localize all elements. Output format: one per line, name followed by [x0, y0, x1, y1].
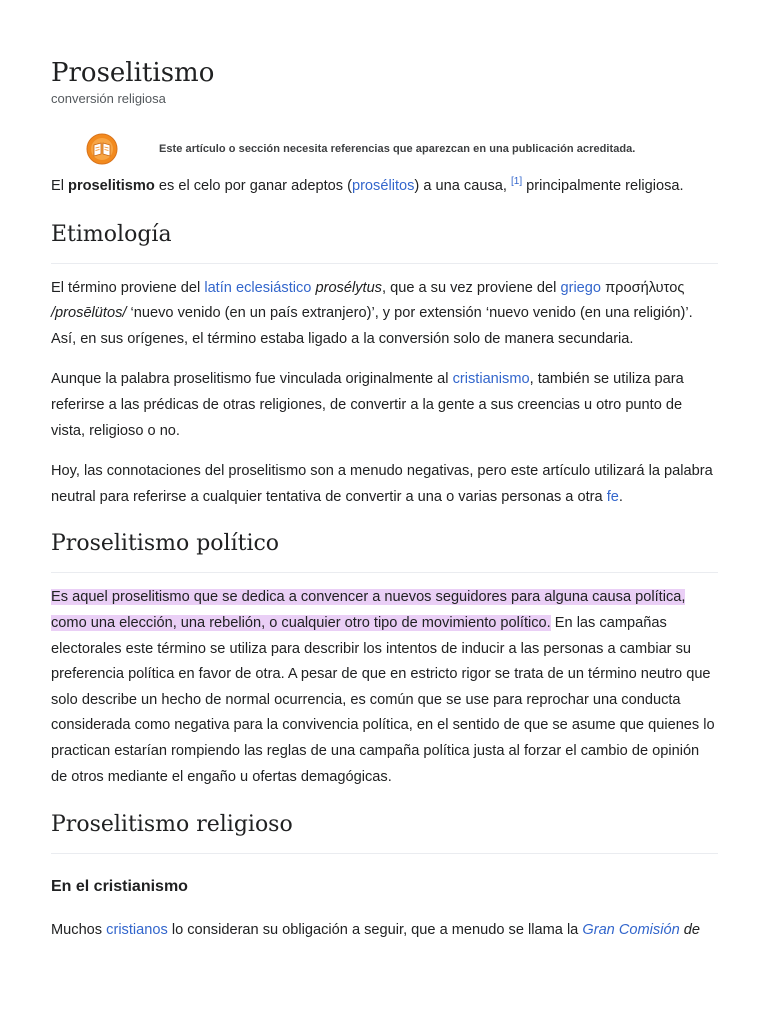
etimologia-paragraph-3 — [51, 459, 718, 510]
section-heading-politico: Proselitismo político — [51, 530, 718, 573]
link-proselitos[interactable]: prosélitos — [351, 178, 415, 194]
references-notice — [51, 129, 718, 169]
book-warning-icon — [86, 133, 118, 165]
etim-text-1: El término proviene del — [51, 279, 205, 296]
etim3-text-2: . — [618, 488, 623, 505]
link-latin-eclesiastico[interactable]: latín eclesiástico — [204, 279, 312, 296]
link-gran-comision[interactable]: Gran Comisión — [582, 922, 680, 939]
etim-text-4: προσήλυτος — [601, 279, 685, 296]
term-proselytus: prosélytus — [315, 279, 382, 296]
etim2-text-2: , también se utiliza para referirse a las prédicas de otras religiones, de convertir a la gente a sus creencias u otro punto de vista, religioso o no. — [51, 371, 684, 439]
reference-1-link[interactable]: [1] — [510, 176, 523, 188]
intro-text-1: El — [51, 178, 69, 194]
intro-text-3: ) a una causa, — [414, 178, 507, 194]
etim-text-3: , que a su vez proviene del — [381, 279, 561, 296]
link-cristianos[interactable]: cristianos — [106, 922, 168, 939]
link-fe[interactable]: fe — [606, 488, 619, 505]
religioso-paragraph — [51, 918, 718, 944]
highlighted-text: Es aquel proselitismo que se dedica a convencer a nuevos seguidores para alguna causa política, como una elección, una rebelión, o cualquier otro tipo de movimiento político. — [51, 589, 686, 631]
link-cristianismo[interactable]: cristianismo — [452, 371, 530, 388]
politico-text: En las campañas electorales este término se utiliza para describir los intentos de inducir a las personas a cambiar su preferencia política en favor de otra. A pesar de que en estricto rigor se trata de un término neutro que solo describe un hecho de normal ocurrencia, es común que se use para reprochar una conducta considerada como negativa para la convivencia política, en el sentido de que se asume que quienes lo practican estarían rompiendo las reglas de una campaña política justa al forzar el cambio de opinión de otros mediante el engaño u ofertas demagógicas. — [51, 614, 715, 785]
etim-text-5: ‘nuevo venido (en un país extranjero)’, y por extensión ‘nuevo venido (en una religión)’. Así, en sus orígenes, el término estaba ligado a la conversión solo de manera secundaria. — [51, 305, 693, 347]
link-griego[interactable]: griego — [560, 279, 602, 296]
notice-text: Este artículo o sección necesita referencias que aparezcan en una publicación acreditada. — [159, 143, 636, 155]
etimologia-paragraph-2 — [51, 367, 718, 444]
subsection-heading-cristianismo: En el cristianismo — [51, 878, 188, 896]
intro-text-2: es el celo por ganar adeptos ( — [154, 178, 352, 194]
section-heading-etimologia: Etimología — [51, 221, 718, 264]
term-proselutos: /prosēlütos/ — [51, 305, 127, 322]
etimologia-paragraph-1 — [51, 276, 718, 353]
page-title: Proselitismo — [51, 58, 215, 88]
page-subtitle: conversión religiosa — [51, 91, 166, 106]
section-heading-religioso: Proselitismo religioso — [51, 811, 718, 854]
intro-text-4: principalmente religiosa. — [526, 178, 684, 194]
etim2-text-1: Aunque la palabra proselitismo fue vinculada originalmente al — [51, 371, 453, 388]
politico-paragraph — [51, 585, 718, 790]
intro-bold-term: proselitismo — [68, 178, 155, 194]
relig-text-1: Muchos — [51, 922, 107, 939]
relig-text-3: de — [679, 922, 700, 939]
relig-text-2: lo consideran su obligación a seguir, que a menudo se llama la — [167, 922, 583, 939]
etim3-text-1: Hoy, las connotaciones del proselitismo son a menudo negativas, pero este artículo utilizará la palabra neutral para referirse a cualquier tentativa de convertir a una o varias personas a otra — [51, 463, 713, 505]
intro-paragraph — [51, 174, 718, 200]
